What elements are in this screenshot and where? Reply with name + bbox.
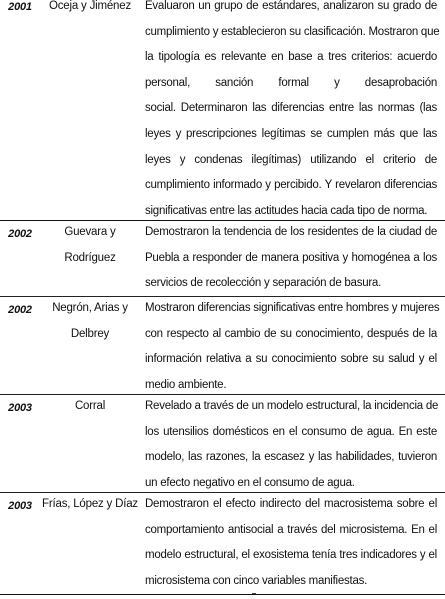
author-line: Oceja y Jiménez [48,0,131,12]
description-line: Puebla a responder de manera positiva y homogénea a los [145,251,437,264]
description-line: Evaluaron un grupo de estándares, analizaron su grado de [145,0,437,12]
description-line: con respecto al cambio de su conocimiento, después de la [145,327,437,340]
author-line: Negrón, Arias y [52,302,128,314]
description-line: cumplimiento y establecieron su clasificación. Mostraron que [145,25,440,38]
description-line: la tipología es relevante en base a tres criterios: acuerdo [145,51,437,64]
description-cell [145,296,440,398]
year-cell: 2001 [8,1,32,13]
year-cell: 2003 [8,500,32,512]
description-line: Demostraron el efecto indirecto del macrosistema sobre el [145,498,437,510]
description-line: modelo estructural, el exosistema tenía tres indicadores y el [145,549,437,562]
author-line: Rodríguez [64,251,116,264]
table-bottom-rule [0,594,445,595]
description-line: medio ambiente. [145,378,227,391]
description-line: personal, sanción formal y desaprobación [145,76,437,89]
authors-cell [40,492,140,518]
year-cell: 2003 [8,402,32,414]
description-line: comportamiento antisocial a través del microsistema. En el [145,523,437,536]
description-line: Revelado a través de un modelo estructural, la incidencia de [145,400,439,412]
description-cell [145,220,437,297]
description-cell [145,0,440,224]
author-line: Guevara y [64,226,116,238]
description-line: social. Determinaron las diferencias entre las normas (las [145,102,437,115]
description-cell [145,394,437,496]
description-line: modelo, las razones, la escasez y las habilidades, tuvieron [145,451,437,464]
description-line: un efecto negativo en el consumo de agua. [145,476,355,489]
authors-cell [40,394,140,420]
description-line: leyes y condenas ilegítimas) utilizando el criterio de [145,153,437,166]
page-mark [252,593,256,599]
description-line: microsistema con cinco variables manifiestas. [145,574,368,587]
description-line: Demostraron la tendencia de los residentes de la ciudad de [145,226,437,238]
description-line: significativas entre las actitudes hacia cada tipo de norma. [145,204,428,217]
description-line: servicios de recolección y separación de basura. [145,277,382,290]
year-cell: 2002 [8,304,32,316]
authors-cell [40,0,140,20]
authors-cell [40,296,140,347]
authors-cell [40,220,140,271]
description-cell [145,492,437,594]
author-line: Frías, López y Díaz [42,498,138,510]
description-line: información relativa a su conocimiento sobre su salud y el [145,353,437,366]
author-line: Corral [74,400,106,412]
description-line: leyes y prescripciones legítimas se cumplen más que las [145,127,437,140]
description-line: cumplimiento informado y percibido. Y revelaron diferencias [145,179,437,192]
description-line: Mostraron diferencias significativas entre hombres y mujeres [145,302,440,314]
description-line: los utensilios domésticos en el consumo de agua. En este [145,425,437,438]
year-cell: 2002 [8,228,32,240]
author-line: Delbrey [70,327,110,340]
